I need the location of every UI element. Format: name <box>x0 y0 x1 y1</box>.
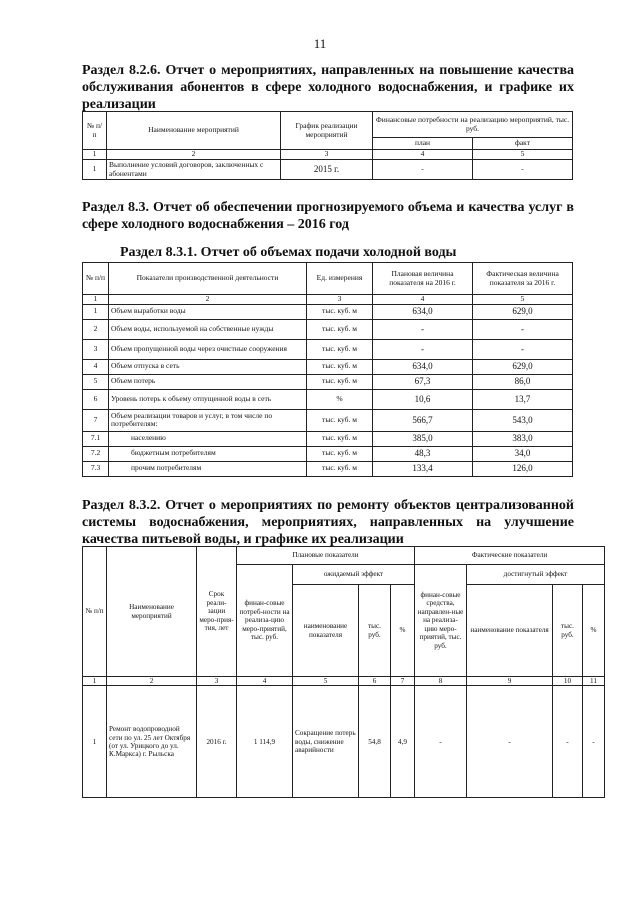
header-percent: % <box>391 585 415 677</box>
cell-fact: 543,0 <box>473 409 573 431</box>
cell-num: 1 <box>83 304 109 319</box>
col-number: 3 <box>307 295 373 305</box>
cell-fact: - <box>473 339 573 359</box>
header-percent: % <box>583 585 605 677</box>
cell-percent: 4,9 <box>391 686 415 798</box>
table-row <box>83 304 573 319</box>
cell-fact: 86,0 <box>473 374 573 389</box>
header-unit: Ед. измерения <box>307 263 373 295</box>
table-row <box>83 431 573 446</box>
cell-fact: 34,0 <box>473 446 573 461</box>
col-number: 5 <box>473 150 573 160</box>
cell-unit: тыс. куб. м <box>307 304 373 319</box>
cell-plan: 566,7 <box>373 409 473 431</box>
cell-num: 5 <box>83 374 109 389</box>
cell-thousand-rub: - <box>553 686 583 798</box>
header-effect-name: наименование показателя <box>293 585 359 677</box>
cell-fact: 126,0 <box>473 461 573 476</box>
header-fin-plan: финан-совые потреб-ности на реализа-цию меро-приятий, тыс. руб. <box>237 565 293 677</box>
table-row <box>83 160 573 180</box>
col-number: 4 <box>373 295 473 305</box>
col-number: 2 <box>107 150 281 160</box>
cell-num: 7 <box>83 409 109 431</box>
cell-num: 1 <box>83 160 107 180</box>
cell-indicator: Уровень потерь к объему отпущенной воды в сеть <box>109 389 307 409</box>
table-row <box>83 359 573 374</box>
cell-fact: - <box>473 319 573 339</box>
cell-fin-plan: 1 114,9 <box>237 686 293 798</box>
col-number: 2 <box>107 677 197 686</box>
header-actual: Фактические показатели <box>415 547 605 565</box>
cell-num: 4 <box>83 359 109 374</box>
col-number: 1 <box>83 295 109 305</box>
cell-indicator: Объем реализации товаров и услуг, в том числе по потребителям: <box>109 409 307 431</box>
cell-fin-fact: - <box>415 686 467 798</box>
cell-period: 2016 г. <box>197 686 237 798</box>
cell-indicator: населению <box>109 431 307 446</box>
cell-num: 7.1 <box>83 431 109 446</box>
cell-unit: тыс. куб. м <box>307 431 373 446</box>
col-number: 3 <box>281 150 373 160</box>
cell-plan: 48,3 <box>373 446 473 461</box>
header-fin-fact: финан-совые средства, направлен-ные на реализа-цию меро-приятий, тыс. руб. <box>415 565 467 677</box>
col-number: 9 <box>467 677 553 686</box>
table-row <box>83 339 573 359</box>
cell-effect-name: Сокращение потерь воды, снижение аварийности <box>293 686 359 798</box>
cell-num: 7.3 <box>83 461 109 476</box>
cell-schedule: 2015 г. <box>281 160 373 180</box>
header-period: Срок реали-зации меро-прия-тия, лет <box>197 547 237 677</box>
header-num: № п/п <box>83 263 109 295</box>
cell-unit: тыс. куб. м <box>307 339 373 359</box>
cell-plan: 10,6 <box>373 389 473 409</box>
cell-name: Выполнение условий договоров, заключенных с абонентами <box>107 160 281 180</box>
col-number: 7 <box>391 677 415 686</box>
cell-plan: - <box>373 339 473 359</box>
col-number: 5 <box>473 295 573 305</box>
cell-unit: тыс. куб. м <box>307 461 373 476</box>
header-plan: Плановая величина показателя на 2016 г. <box>373 263 473 295</box>
header-plan: план <box>373 138 473 150</box>
header-fact: Фактическая величина показателя за 2016 г. <box>473 263 573 295</box>
col-number: 5 <box>293 677 359 686</box>
cell-unit: тыс. куб. м <box>307 446 373 461</box>
cell-num: 3 <box>83 339 109 359</box>
header-expected: ожидаемый эффект <box>293 565 415 585</box>
section-831-title: Раздел 8.3.1. Отчет об объемах подачи холодной воды <box>120 245 457 260</box>
section-826-title: Раздел 8.2.6. Отчет о мероприятиях, направленных на повышение качества обслуживания абонентов в сфере холодного водоснабжения, и графике их реализации <box>82 63 574 112</box>
header-name: Наименование мероприятий <box>107 112 281 150</box>
section-83-title: Раздел 8.3. Отчет об обеспечении прогнозируемого объема и качества услуг в сфере холодного водоснабжения – 2016 год <box>82 200 574 232</box>
cell-fact: 383,0 <box>473 431 573 446</box>
cell-plan: 133,4 <box>373 461 473 476</box>
section-832-title: Раздел 8.3.2. Отчет о мероприятиях по ремонту объектов централизованной системы водоснабжения, мероприятиях, направленных на улучшение качества питьевой воды, и графике их реализации <box>82 498 574 547</box>
cell-plan: - <box>373 160 473 180</box>
cell-name: Ремонт водопроводной сети по ул. 25 лет Октября (от ул. Урицкого до ул. К.Маркса) г. Рыльска <box>107 686 197 798</box>
cell-plan: 634,0 <box>373 359 473 374</box>
col-number: 8 <box>415 677 467 686</box>
header-num: № п/п <box>83 547 107 677</box>
header-num: № п/п <box>83 112 107 150</box>
header-schedule: График реализации мероприятий <box>281 112 373 150</box>
col-number: 4 <box>237 677 293 686</box>
col-number: 10 <box>553 677 583 686</box>
cell-num: 7.2 <box>83 446 109 461</box>
table-row <box>83 409 573 431</box>
col-number: 1 <box>83 677 107 686</box>
table-831 <box>82 262 573 477</box>
header-achieved: достигнутый эффект <box>467 565 605 585</box>
page-number: 11 <box>313 36 327 51</box>
cell-plan: - <box>373 319 473 339</box>
cell-indicator: Объем пропущенной воды через очистные сооружения <box>109 339 307 359</box>
cell-plan: 67,3 <box>373 374 473 389</box>
table-row <box>83 374 573 389</box>
header-fact: факт <box>473 138 573 150</box>
table-832 <box>82 546 605 798</box>
cell-fact: - <box>473 160 573 180</box>
cell-num: 2 <box>83 319 109 339</box>
table-826 <box>82 111 573 180</box>
cell-num: 6 <box>83 389 109 409</box>
header-indicator: Показатели производственной деятельности <box>109 263 307 295</box>
cell-indicator: Объем отпуска в сеть <box>109 359 307 374</box>
cell-fact: 629,0 <box>473 304 573 319</box>
col-number: 3 <box>197 677 237 686</box>
cell-plan: 634,0 <box>373 304 473 319</box>
table-row <box>83 686 605 798</box>
cell-unit: тыс. куб. м <box>307 409 373 431</box>
table-row <box>83 319 573 339</box>
header-thousand-rub: тыс. руб. <box>359 585 391 677</box>
cell-indicator: Объем выработки воды <box>109 304 307 319</box>
cell-unit: тыс. куб. м <box>307 374 373 389</box>
header-effect-name: наименование показателя <box>467 585 553 677</box>
cell-unit: % <box>307 389 373 409</box>
col-number: 4 <box>373 150 473 160</box>
header-thousand-rub: тыс. руб. <box>553 585 583 677</box>
table-row <box>83 389 573 409</box>
col-number: 6 <box>359 677 391 686</box>
header-finance: Финансовые потребности на реализацию мероприятий, тыс. руб. <box>373 112 573 138</box>
cell-indicator: бюджетным потребителям <box>109 446 307 461</box>
cell-indicator: прочим потребителям <box>109 461 307 476</box>
cell-unit: тыс. куб. м <box>307 359 373 374</box>
cell-indicator: Объем воды, используемой на собственные нужды <box>109 319 307 339</box>
header-planned: Плановые показатели <box>237 547 415 565</box>
cell-fact: 629,0 <box>473 359 573 374</box>
cell-percent: - <box>583 686 605 798</box>
col-number: 2 <box>109 295 307 305</box>
cell-num: 1 <box>83 686 107 798</box>
cell-indicator: Объем потерь <box>109 374 307 389</box>
cell-thousand-rub: 54,8 <box>359 686 391 798</box>
col-number: 1 <box>83 150 107 160</box>
table-row <box>83 446 573 461</box>
col-number: 11 <box>583 677 605 686</box>
table-row <box>83 461 573 476</box>
header-name: Наименование мероприятий <box>107 547 197 677</box>
cell-unit: тыс. куб. м <box>307 319 373 339</box>
cell-fact: 13,7 <box>473 389 573 409</box>
cell-plan: 385,0 <box>373 431 473 446</box>
cell-effect-name: - <box>467 686 553 798</box>
